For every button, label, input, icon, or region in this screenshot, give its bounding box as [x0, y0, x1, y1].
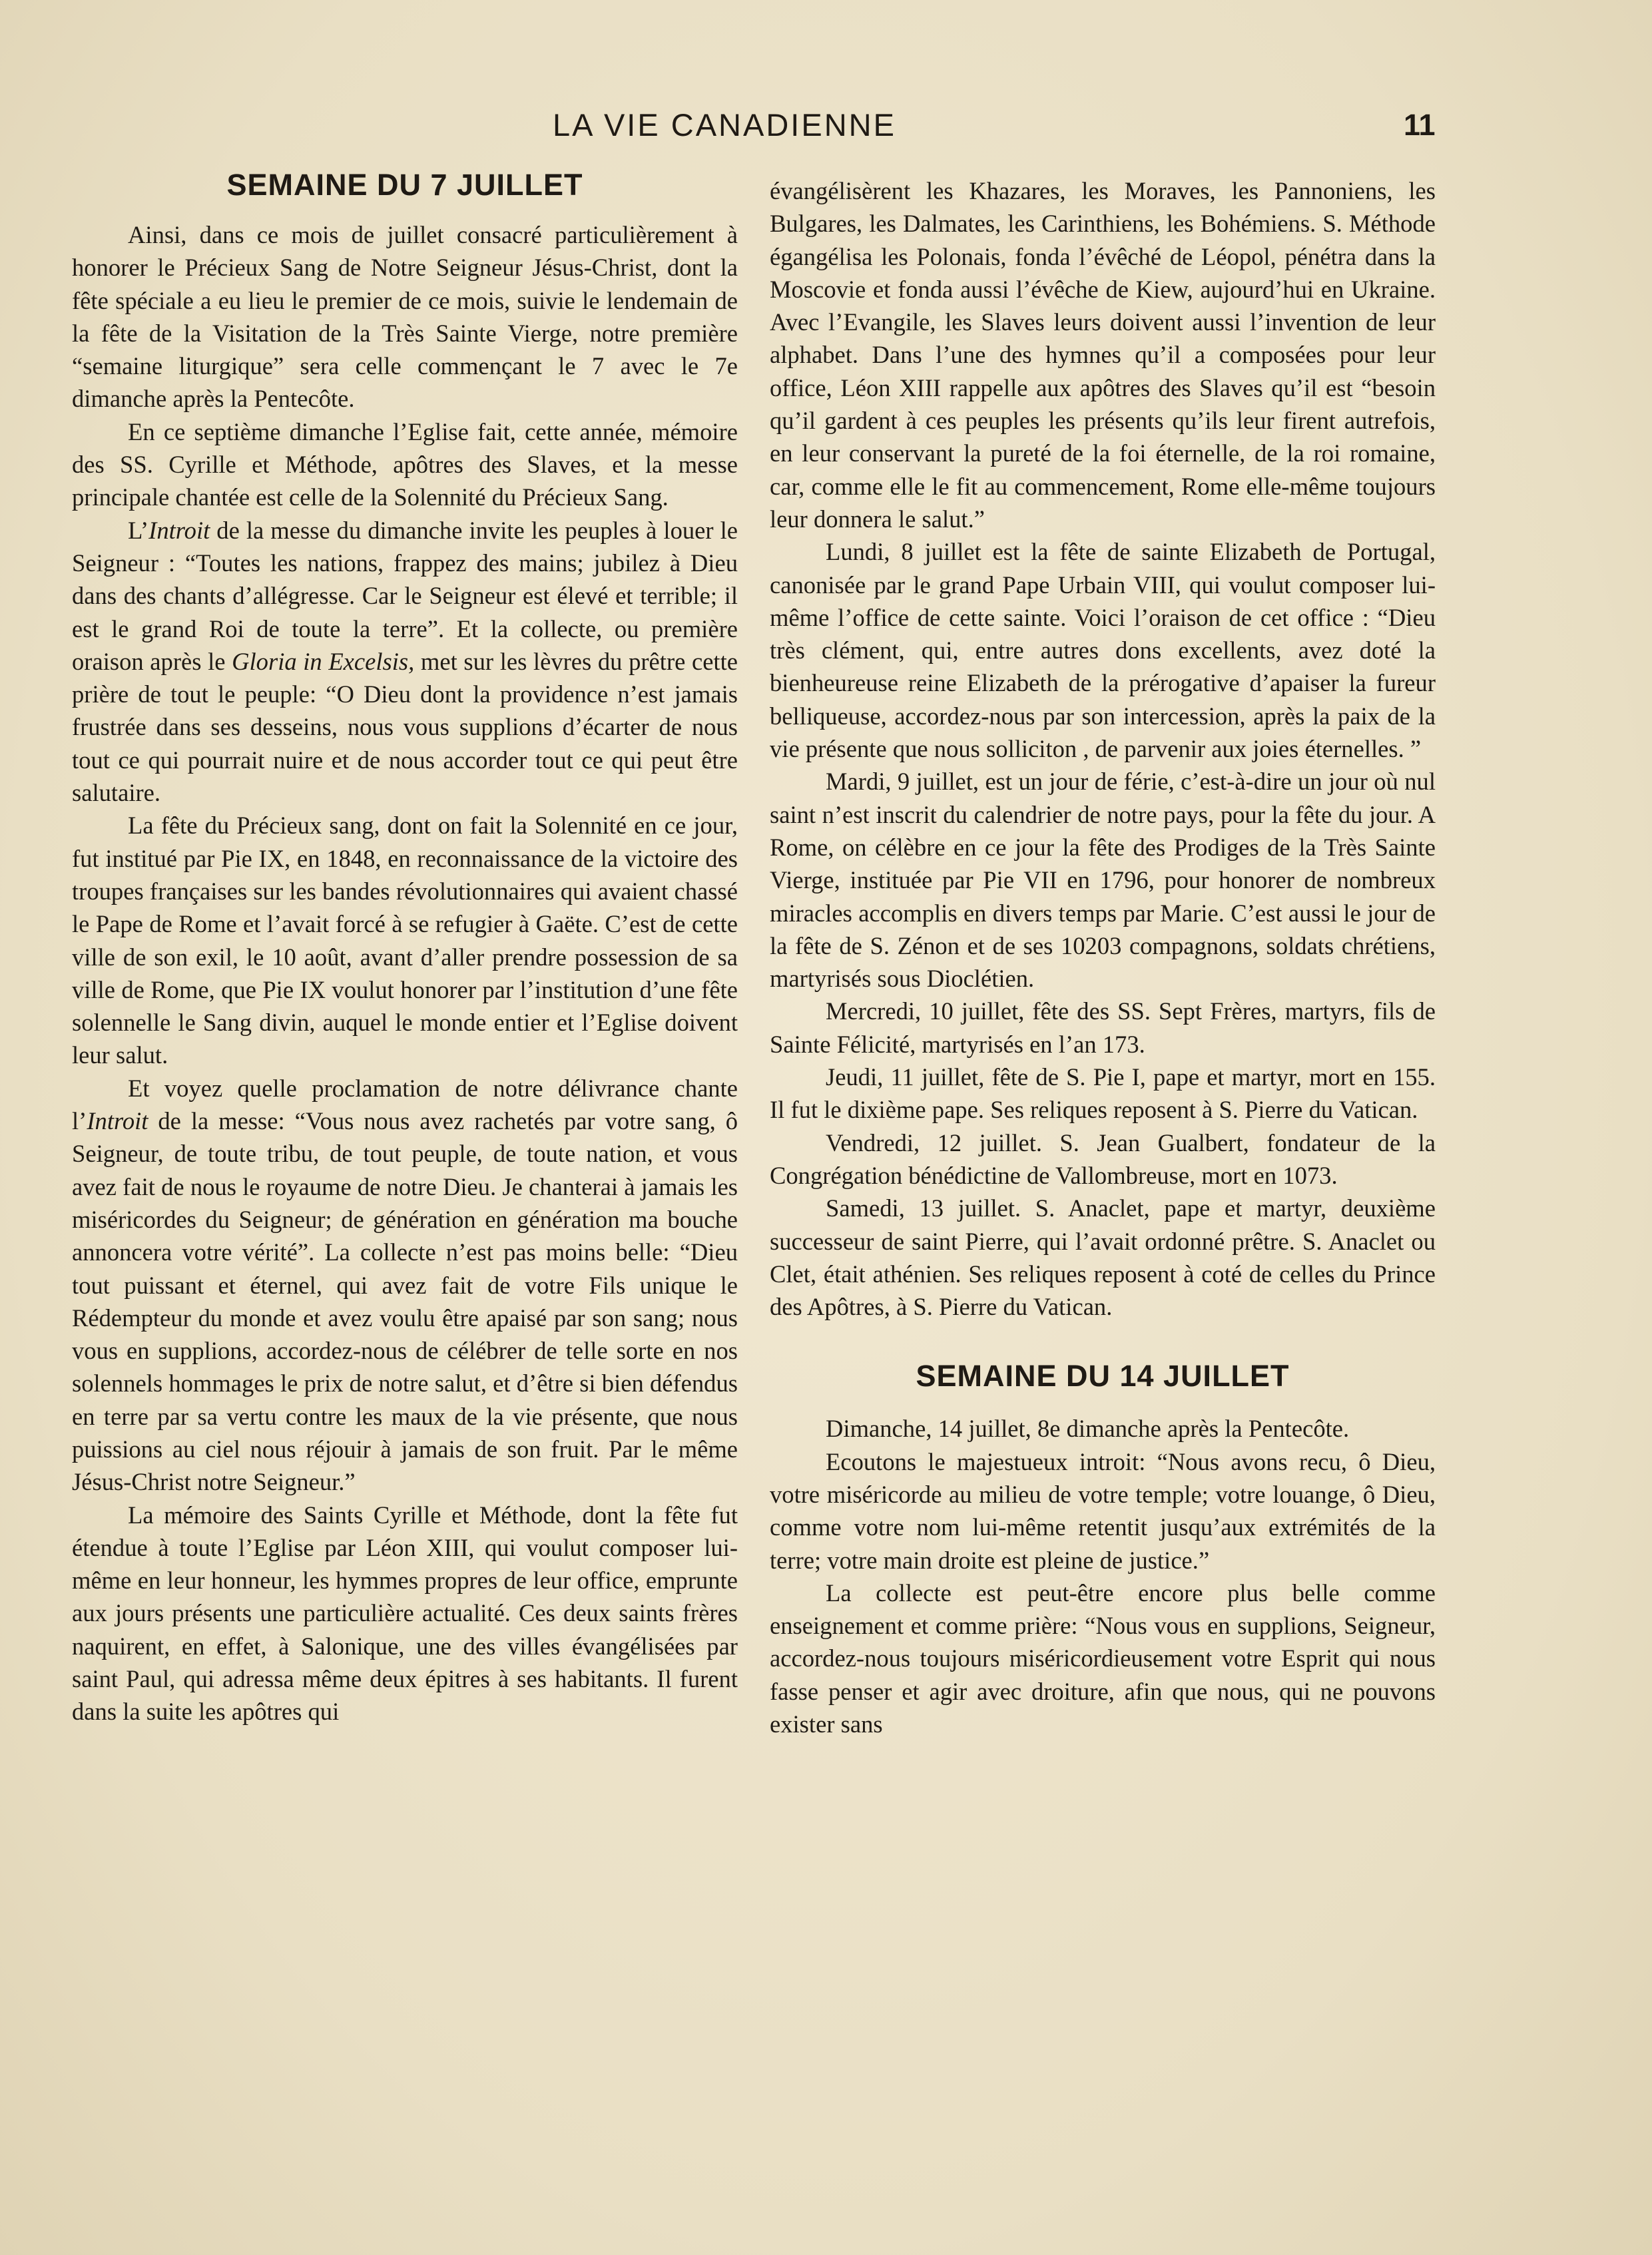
- publication-title: LA VIE CANADIENNE: [553, 107, 896, 142]
- running-header: [0, 107, 1652, 146]
- text-run: Et voyez quelle proclamation de notre délivrance chante l’: [72, 1074, 738, 1135]
- paragraph: En ce septième dimanche l’Eglise fait, cette année, mémoire des SS. Cyrille et Méthode, apôtres des Slaves, et la messe principale chantée est celle de la Solennité du Précieux Sang.: [72, 417, 738, 511]
- paragraph-tuesday: Mardi, 9 juillet, est un jour de férie, c’est-à-dire un jour où nul saint n’est inscrit du calendrier de notre pays, pour la fête du jour. A Rome, on célèbre en ce jour la fête des Prodiges de la Très Sainte Vierge, instituée par Pie VII en 1796, pour honorer de nombreux miracles accomplis en divers temps par Marie. C’est aussi le jour de la fête de S. Zénon et de ses 10203 compagnons, soldats chrétiens, martyrisés sous Dioclétien.: [770, 768, 1436, 993]
- paragraph: [72, 1072, 738, 1499]
- paragraph-introit: Ecoutons le majestueux introit: “Nous avons recu, ô Dieu, votre miséricorde au milieu de votre temple; votre louange, ô Dieu, comme votre nom lui-même retentit jusqu’aux extrémités de la terre; votre main droite est pleine de justice.”: [770, 1447, 1436, 1574]
- section-heading-week-7-july: SEMAINE DU 7 JUILLET: [226, 168, 583, 202]
- paragraph-saturday: Samedi, 13 juillet. S. Anaclet, pape et martyr, deuxième successeur de saint Pierre, qui l’avait ordonné prêtre. S. Anaclet ou Clet, était athénien. Ses reliques reposent à coté de celles du Prince des Apôtres, à S. Pierre du Vatican.: [770, 1194, 1436, 1321]
- paragraph: La mémoire des Saints Cyrille et Méthode, dont la fête fut étendue à toute l’Eglise par Léon XIII, qui voulut composer lui-même en leur honneur, les hymmes propres de leur office, emprunte aux jours présents une particulière actualité. Ces deux saints frères naquirent, en effet, à Salonique, une des villes évangélisées par saint Paul, qui adressa même deux épitres à ses habitants. Il furent dans la suite les apôtres qui: [72, 1501, 738, 1726]
- italic-term: Introit: [87, 1107, 148, 1135]
- text-run: L’: [128, 516, 149, 544]
- paragraph-collect: La collecte est peut-être encore plus belle comme enseignement et comme prière: “Nous vous en supplions, Seigneur, accordez-nous toujours miséricordieusement votre Esprit qui nous fasse penser et agir avec droiture, afin que nous, qui ne pouvons exister sans: [770, 1579, 1436, 1738]
- italic-term: Gloria in Excelsis,: [232, 647, 415, 675]
- left-column: [72, 165, 738, 1728]
- page-number: 11: [1404, 108, 1436, 142]
- paragraph-thursday: Jeudi, 11 juillet, fête de S. Pie I, pape et martyr, mort en 155. Il fut le dixième pape. Ses reliques reposent à S. Pierre du Vatican.: [770, 1063, 1436, 1124]
- paragraph: La fête du Précieux sang, dont on fait la Solennité en ce jour, fut institué par Pie IX, en 1848, en reconnaissance de la victoire des troupes françaises sur les bandes révolutionnaires qui avaient chassé le Pape de Rome et l’avait forcé à se refugier à Gaëte. C’est de cette ville de son exil, le 10 août, avant d’aller prendre possession de sa ville de Rome, que Pie IX voulut honorer par l’institution d’une fête solennelle le Sang divin, auquel le monde entier et l’Eglise doivent leur salut.: [72, 812, 738, 1069]
- paragraph: [72, 514, 738, 810]
- paragraph-wednesday: Mercredi, 10 juillet, fête des SS. Sept Frères, martyrs, fils de Sainte Félicité, martyrisés en l’an 173.: [770, 997, 1436, 1058]
- paragraph-sunday: Dimanche, 14 juillet, 8e dimanche après la Pentecôte.: [826, 1415, 1350, 1443]
- paragraph-friday: Vendredi, 12 juillet. S. Jean Gualbert, fondateur de la Congrégation bénédictine de Vallombreuse, mort en 1073.: [770, 1128, 1436, 1189]
- section-heading-week-14-july: SEMAINE DU 14 JUILLET: [916, 1359, 1290, 1393]
- text-run: de la messe: “Vous nous avez rachetés par votre sang, ô Seigneur, de toute tribu, de tout peuple, de toute nation, et vous avez fait de nous le royaume de notre Dieu. Je chanterai à jamais les miséricordes du Seigneur; de génération en génération ma bouche annoncera votre vérité”. La collecte n’est pas moins belle: “Dieu tout puissant et éternel, qui avez fait de votre Fils unique le Rédempteur du monde et avez voulu être apaisé par son sang; nous vous en supplions, accordez-nous de célébrer de telle sorte en nos solennels hommages le prix de notre salut, et d’être si bien défendus en terre par sa vertu contre les maux de la vie présente, que nous puissions au ciel nous réjouir à jamais de son fruit. Par le même Jésus-Christ notre Seigneur.”: [72, 1107, 738, 1496]
- paragraph: Ainsi, dans ce mois de juillet consacré particulièrement à honorer le Précieux Sang de Notre Seigneur Jésus-Christ, dont la fête spéciale a eu lieu le premier de ce mois, suivie le lendemain de la fête de la Visitation de la Très Sainte Vierge, notre première “semaine liturgique” sera celle commençant le 7 avec le 7e dimanche après la Pentecôte.: [72, 221, 738, 413]
- right-column: [770, 174, 1436, 1740]
- text-run: de la messe du dimanche invite les peuples à louer le Seigneur : “Toutes les nations, frappez des mains; jubilez à Dieu dans des chants d’allégresse. Car le Seigneur est élevé et terrible; il est le grand Roi de toute la terre”. Et la collecte, ou première oraison après le: [72, 516, 738, 675]
- paragraph-monday: Lundi, 8 juillet est la fête de sainte Elizabeth de Portugal, canonisée par le grand Pape Urbain VIII, qui voulut composer lui-même l’office de cette sainte. Voici l’oraison de cet office : “Dieu très clément, qui, entre autres dons excellents, avez doté la bienheureuse reine Elizabeth de la prérogative d’apaiser la fureur belliqueuse, accordez-nous par son intercession, après la paix de la vie présente que nous solliciton , de parvenir aux joies éternelles. ”: [770, 538, 1436, 763]
- text-run: met sur les lèvres du prêtre cette prière de tout le peuple: “O Dieu dont la providence n’est jamais frustrée dans ses desseins, nous vous supplions d’écarter de nous tout ce qui pourrait nuire et de nous accorder tout ce qui peut être salutaire.: [72, 647, 738, 807]
- paragraph-continuation: évangélisèrent les Khazares, les Moraves, les Pannoniens, les Bulgares, les Dalmates, les Carinthiens, les Bohémiens. S. Méthode égangélisa les Polonais, fonda l’évêché de Léopol, pénétra dans la Moscovie et fonda aussi l’évêche de Kiew, aujourd’hui en Ukraine. Avec l’Evangile, les Slaves leurs doivent aussi l’invention de leur alphabet. Dans l’une des hymnes qu’il a composées pour leur office, Léon XIII rappelle aux apôtres des Slaves qu’il est “besoin qu’il gardent à ces peuples les présents qu’ils leur firent autrefois, en leur conservant la pureté de la foi éternelle, de la roi romaine, car, comme elle le fit au commencement, Rome elle-même toujours leur donnera le salut.”: [770, 177, 1436, 533]
- italic-term: Introit: [148, 516, 210, 544]
